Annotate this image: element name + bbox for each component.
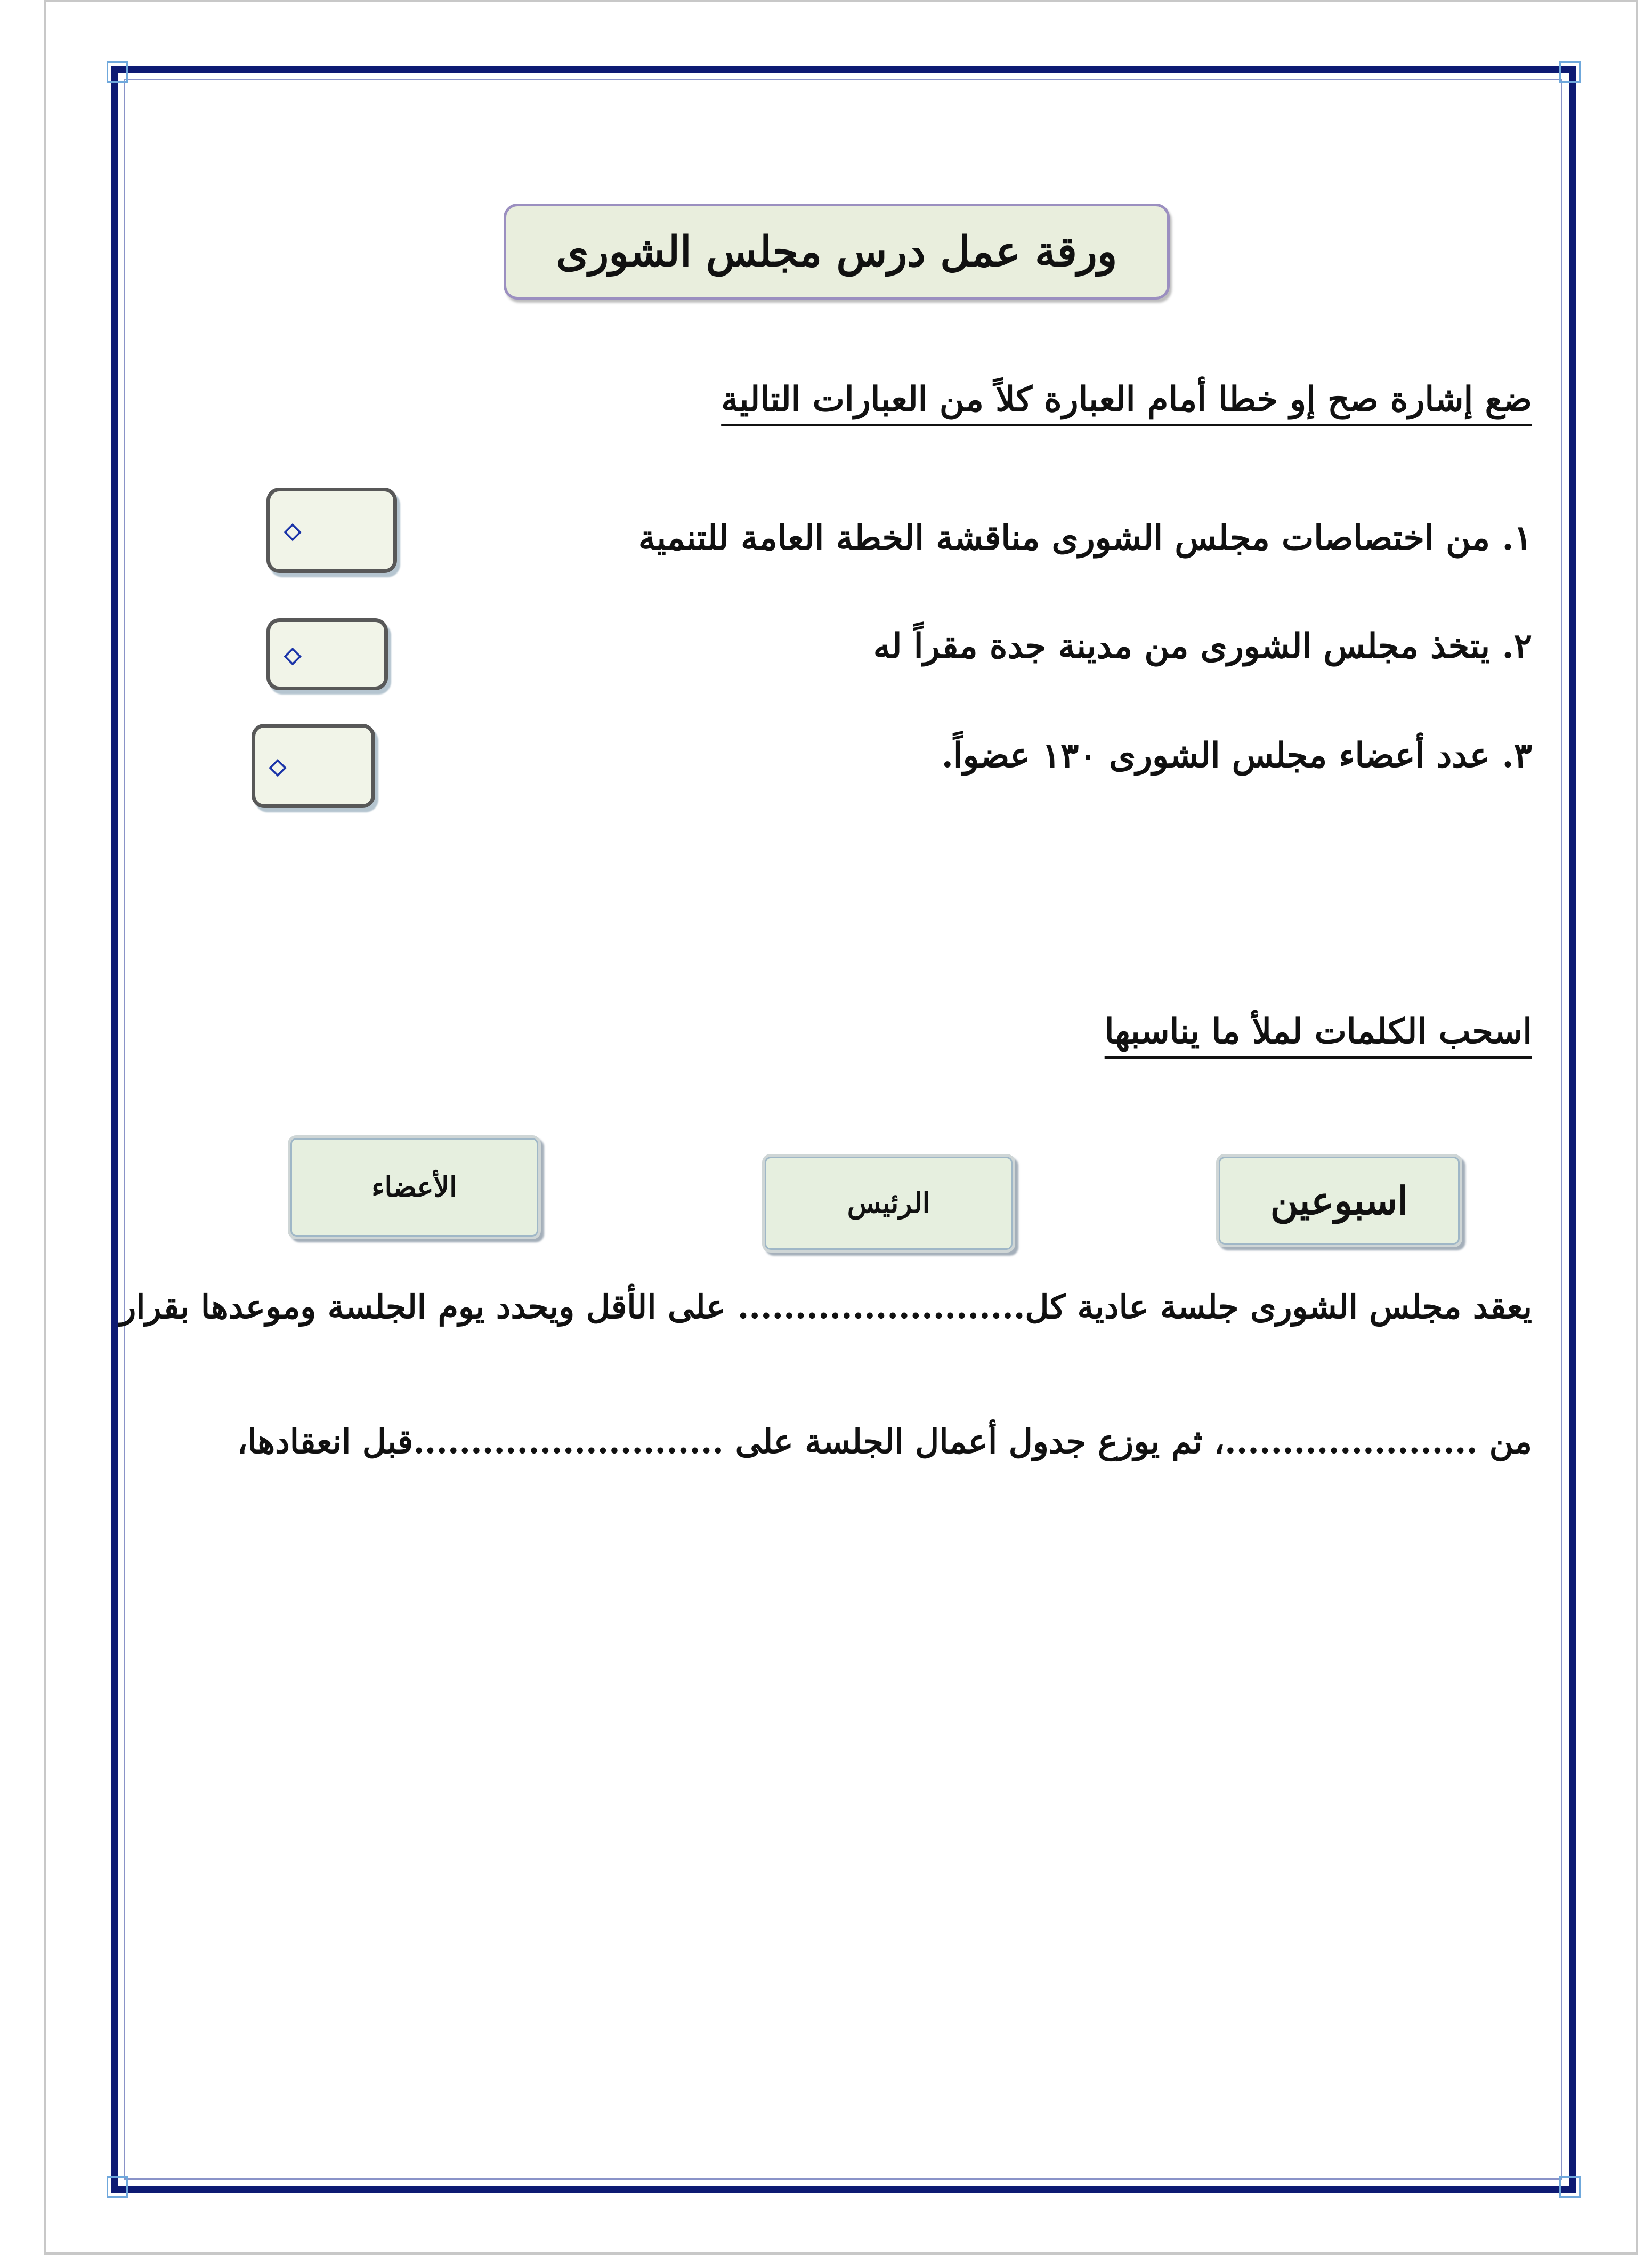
up-down-arrows-icon: ⬦ (269, 752, 287, 780)
fill-sentence-line-1: يعقد مجلس الشورى جلسة عادية كل......................... على الأقل ويحدد يوم الجلسة وموعدها بقرار (120, 1287, 1532, 1326)
statement-2: ٢. يتخذ مجلس الشورى من مدينة جدة مقراً له (873, 626, 1532, 666)
word-card-president[interactable]: الرئيس (762, 1154, 1015, 1253)
corner-mark-bottom-right (1559, 2176, 1581, 2198)
true-false-instruction: ضع إشارة صح إو خطا أمام العبارة كلاً من العبارات التالية (721, 379, 1532, 419)
statement-1: ١. من اختصاصات مجلس الشورى مناقشة الخطة العامة للتنمية (638, 518, 1532, 558)
corner-mark-top-left (107, 61, 128, 83)
up-down-arrows-icon: ⬦ (284, 516, 302, 545)
worksheet-title: ورقة عمل درس مجلس الشورى (504, 204, 1170, 300)
answer-dropdown-2[interactable] (266, 618, 388, 690)
corner-mark-top-right (1559, 61, 1581, 83)
corner-mark-bottom-left (107, 2176, 128, 2198)
statement-3: ٣. عدد أعضاء مجلس الشورى ١٣٠ عضواً. (941, 736, 1532, 776)
answer-dropdown-1[interactable] (266, 488, 397, 573)
answer-dropdown-3[interactable] (252, 724, 375, 808)
drag-words-instruction: اسحب الكلمات لملأ ما يناسبها (1104, 1012, 1532, 1052)
word-card-two-weeks[interactable]: اسبوعين (1216, 1154, 1462, 1247)
up-down-arrows-icon: ⬦ (284, 640, 302, 669)
word-card-members[interactable]: الأعضاء (288, 1135, 541, 1239)
fill-sentence-line-2: من ......................، ثم يوزع جدول أعمال الجلسة على ...........................قبل انعقادها، (237, 1422, 1532, 1461)
